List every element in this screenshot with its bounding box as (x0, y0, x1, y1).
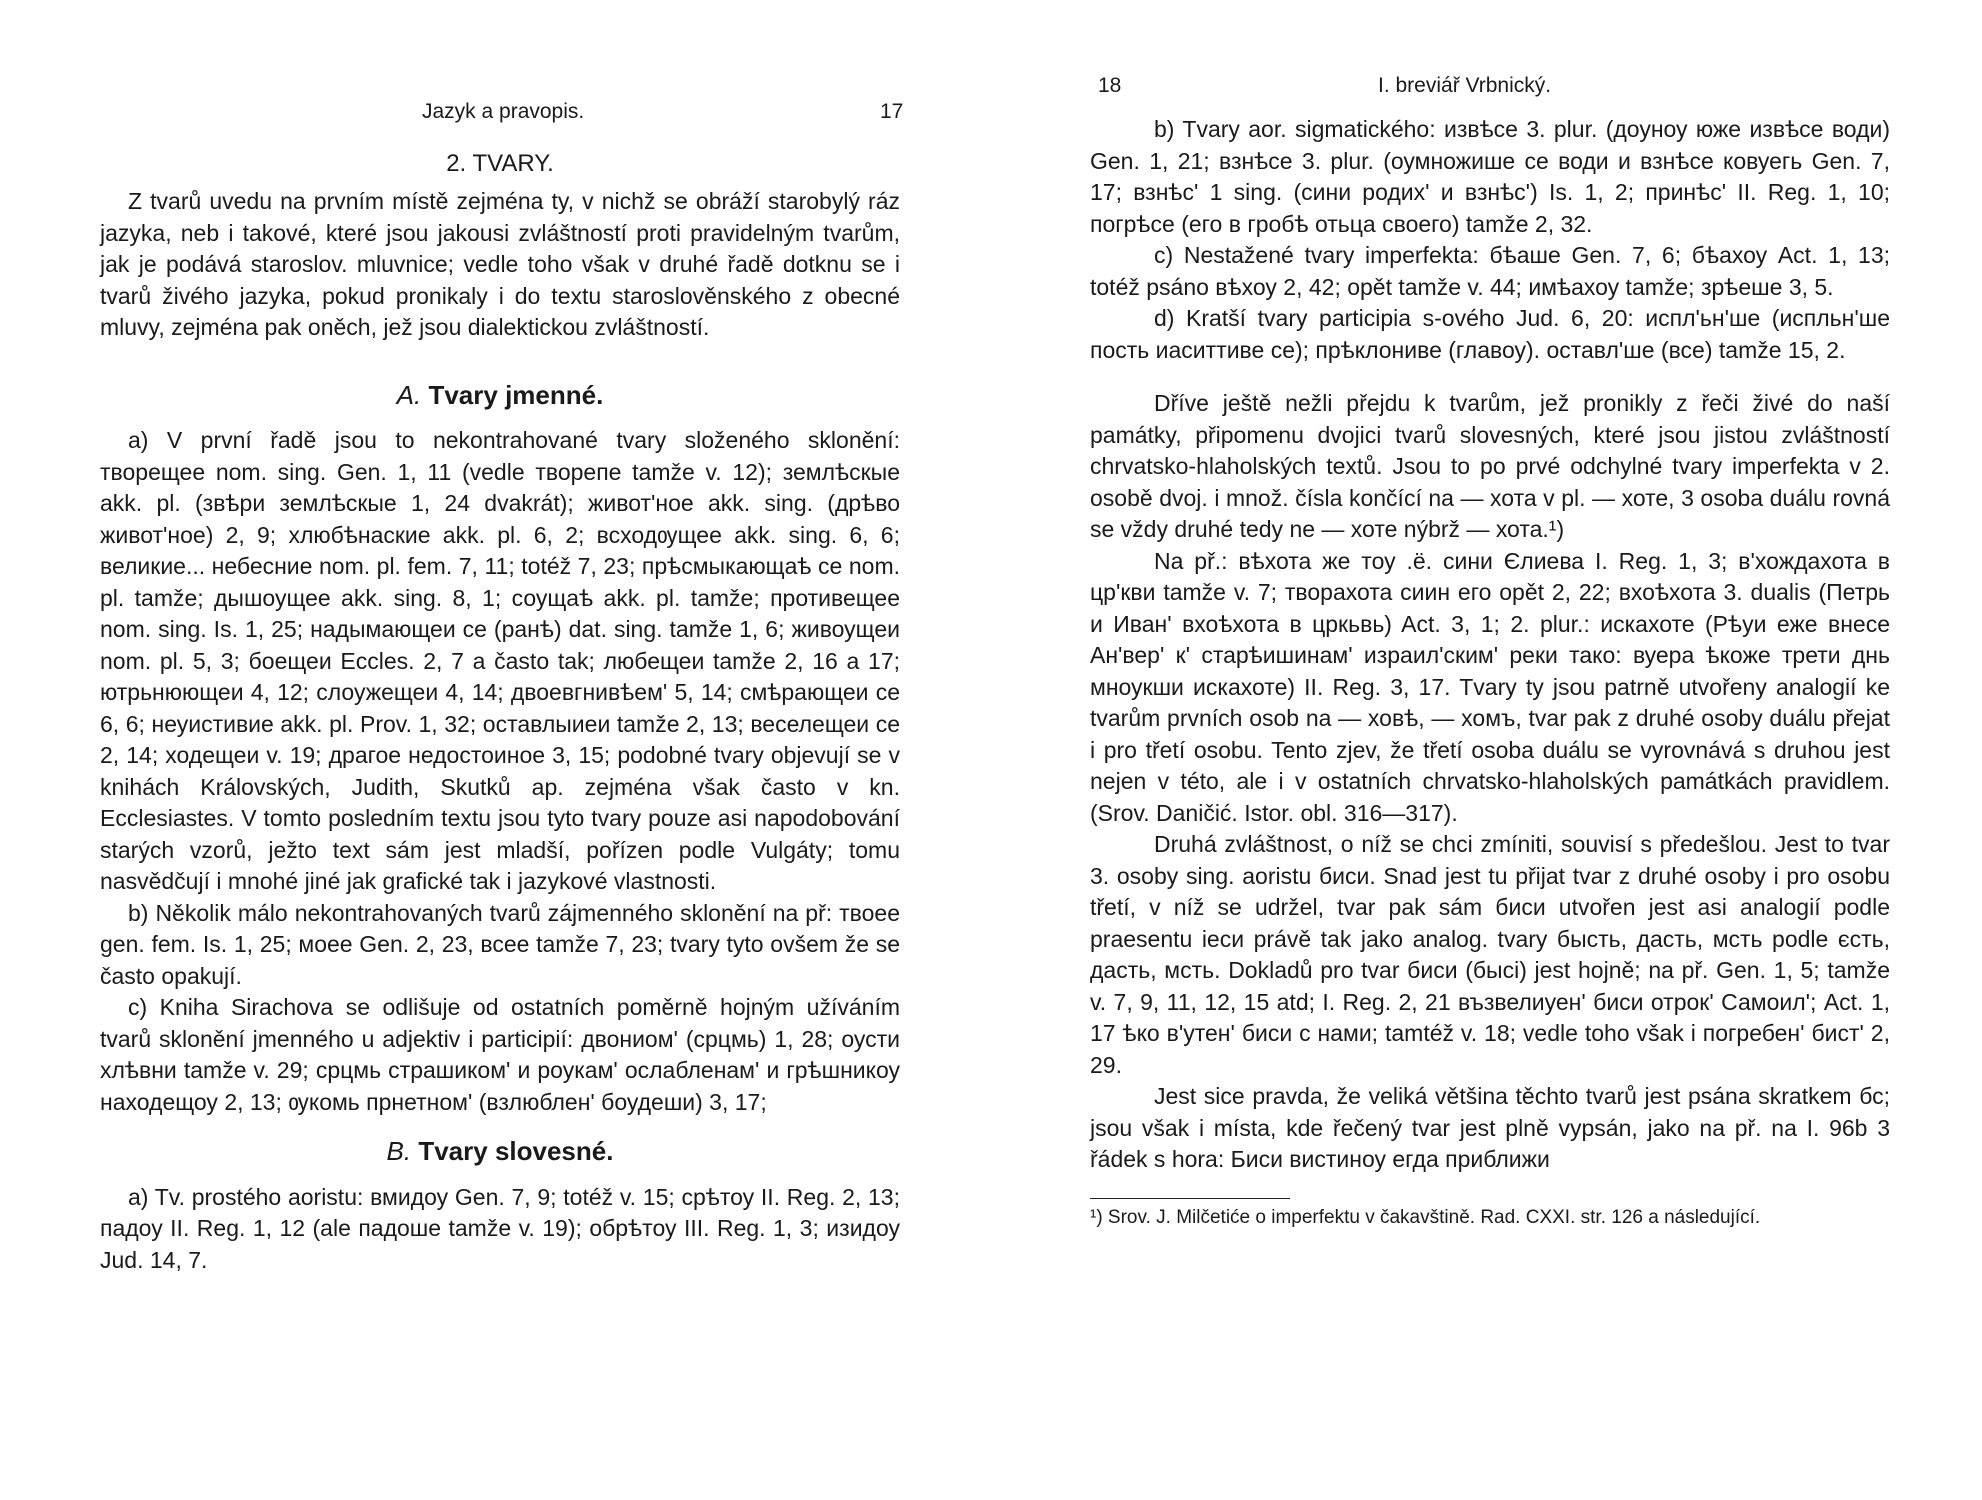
subsection-heading-jmenne (100, 380, 900, 412)
left-page (100, 0, 904, 1276)
paragraph-imperfect-dual: Dříve ještě nežli přejdu k tvarům, jež pronikly z řeči živé do naší památky, připomenu dvojici tvarů slovesných, které jsou jistou zvláštností chrvatsko-hlaholských textů. Jsou to po prvé odchylné tvary imperfekta v 2. osobě dvoj. i množ. čísla končící na — хота v pl. — хоте, 3 osoba duálu rovná se vždy druhé tedy ne — хоте nýbrž — хота.¹) (1090, 390, 1890, 542)
paragraph-aorist-bisi: Druhá zvláštnost, o níž se chci zmíniti, souvisí s předešlou. Jest to tvar 3. osoby sing. aoristu биси. Snad jest tu přijat tvar z druhé osoby i pro osobu třetí, v níž se udržel, tvar pak sám биси utvořen jest asi analogií podle praesentu іеси právě tak jako analog. tvary бысть, дасть, мсть podle єсть, дасть, мсть. Dokladů pro tvar биси (бысі) jest hojně; na př. Gen. 1, 5; tamže v. 7, 9, 11, 12, 15 atd; I. Reg. 2, 21 възвелиуен' биси отрок' Самоил'; Act. 1, 17 ѣко в'утен' биси с нами; tamtéž v. 18; vedle toho však i погребен' бист' 2, 29. (1090, 831, 1890, 1078)
subsection-letter-a: A. (396, 379, 422, 410)
right-body (1090, 114, 1890, 1231)
left-body (100, 186, 900, 1276)
paragraph-b-sigmatic: b) Tvary aor. sigmatického: извѣсе 3. plur. (доуноу юже извѣсе води) Gen. 1, 21; взнѣсе 3. plur. (оумножише се води и взнѣсе ковуегь Gen. 7, 17; взнѣс' 1 sing. (сини родих' и взнѣс') Is. 1, 2; принѣс' II. Reg. 1, 10; погрѣсе (его в гробѣ отьца своего) tamže 2, 32. (1090, 116, 1890, 237)
paragraph-abbreviation: Jest sice pravda, že veliká většina těchto tvarů jest psána skratkem бс; jsou však i místa, kde řečený tvar jest plně vypsán, jako na př. na I. 96b 3 řádek s hora: Биси вистиноу егда приближи (1090, 1083, 1890, 1172)
subsection-letter-b: B. (386, 1136, 412, 1166)
left-page-number: 17 (880, 100, 904, 123)
paragraph-b-pronouns: b) Několik málo nekontrahovaných tvarů zájmenného sklonění na př: твоее gen. fem. Is. 1, 25; моее Gen. 2, 23, всее tamže 7, 23; tvary tyto ovšem že se často opakují. (100, 899, 900, 989)
left-running-head (100, 100, 904, 140)
right-page-number: 18 (1098, 74, 1122, 97)
subsection-title-slovesne: Tvary slovesné. (418, 1136, 614, 1166)
paragraph-examples: Na př.: вѣхота же тоу .ё. сини Єлиева I. Reg. 1, 3; в'хождахота в цр'кви tamže v. 7; творахота сиин его opět 2, 22; вхоѣхота 3. dualis (Петрь и Иван' вхоѣхота в цркьвь) Act. 3, 1; 2. plur.: искахоте (Рѣуи еже внесе Ан'вер' к' старѣишинам' израил'ским' реки тако: вуера ѣкоже трети днь мноукши искахоте) II. Reg. 3, 17. Tvary ty jsou patrně utvořeny analogií ke tvarům prvních osob na — ховѣ, — хомъ, tvar pak z druhé osoby duálu přejat i pro třetí osobu. Tento zjev, že třetí osoba duálu se vyrovnává s druhou jest nejen v této, ale i v ostatních chrvatsko-hlaholských památkách pravidlem. (Srov. Daničić. Istor. obl. 316—317). (1090, 547, 1890, 826)
right-page (1090, 0, 1890, 1231)
intro-paragraph: Z tvarů uvedu na prvním místě zejména ty, v nichž se obráží starobylý ráz jazyka, neb i takové, které jsou jakousi zvláštností proti pravidelným tvarům, jak je podává staroslov. mluvnice; vedle toho však v druhé řadě dotknu se i tvarů živého jazyka, pokud pronikaly i do textu staroslověnského z obecné mluvy, zejména pak oněch, jež jsou dialektickou zvláštností. (100, 188, 900, 340)
spacer (1090, 366, 1890, 388)
paragraph-a-nouns: a) V první řadě jsou to nekontrahované tvary složeného sklonění: творещее nom. sing. Gen. 1, 11 (vedle творепе tamže v. 12); землѣскые akk. pl. (звѣри землѣскые 1, 24 dvakrát); живот'ное akk. sing. (дрѣво живот'ное) 2, 9; хлюбѣнаские akk. pl. 6, 2; всходѹщее akk. sing. 6, 6; великие... небесние nom. pl. fem. 7, 11; totéž 7, 23; прѣсмыкающаѣ се nom. pl. tamže; дышоущее akk. sing. 8, 1; соущаѣ akk. pl. tamže; противещее nom. sing. Is. 1, 25; надымающеи се (ранѣ) dat. sing. tamže 1, 6; живоущеи nom. pl. 5, 3; боещеи Eccles. 2, 7 a často tak; любещеи tamže 2, 16 a 17; ютрьнюющеи 4, 12; слоужещеи 4, 14; двоевгнивѣем' 5, 14; смѣрающеи се 6, 6; неуистивие akk. pl. Prov. 1, 32; оставлыиеи tamže 2, 13; веселещеи се 2, 14; ходещеи v. 19; драгое недостоиное 3, 15; podobné tvary objevují se v knihách Královských, Judith, Skutků ap. zejména však často v kn. Ecclesiastes. V tomto posledním textu jsou tyto tvary pouze asi napodobování starých vzorů, ježto text sám jest mladší, pořízen podle Vulgáty; tomu nasvědčují i mnohé jiné jak grafické tak i jazykové vlastnosti. (100, 427, 900, 894)
right-running-head (1090, 74, 1890, 114)
paragraph-d-participle: d) Kratší tvary participia s-ového Jud. 6, 20: испл'ьн'ше (испльн'ше пость иаситтиве се); прѣклониве (главоу). оставл'ше (все) tamže 15, 2. (1090, 305, 1890, 363)
paragraph-c-sirach: c) Kniha Sirachova se odlišuje od ostatních poměrně hojným užíváním tvarů sklonění jmenného u adjektiv i participií: двониом' (срцмь) 1, 28; оусти хлѣвни tamže v. 29; срцмь страшиком' и роукам' ослабленам' и грѣшникоу находещоу 2, 13; ѹкомь прнетном' (взлюблен' боудеши) 3, 17; (100, 994, 900, 1115)
right-header-title: I. breviář Vrbnický. (1378, 74, 1552, 97)
section-heading-tvary: 2. TVARY. (446, 150, 554, 177)
left-header-title: Jazyk a pravopis. (422, 100, 585, 123)
footnote: ¹) Srov. J. Milčetiće o imperfektu v čakavštině. Rad. CXXI. str. 126 a následující. (1090, 1206, 1761, 1228)
paragraph-c-imperfect: c) Nestažené tvary imperfekta: бѣаше Gen. 7, 6; бѣахоу Act. 1, 13; totéž psáno вѣхоу 2, 42; opět tamže v. 44; имѣахоу tamže; зрѣеше 3, 5. (1090, 242, 1890, 300)
paragraph-a-aorist: a) Tv. prostého aoristu: вмидоу Gen. 7, 9; totéž v. 15; срѣтоу II. Reg. 2, 13; падоу II. Reg. 1, 12 (ale падоше tamže v. 19); обрѣтоу III. Reg. 1, 3; изидоу Jud. 14, 7. (100, 1183, 900, 1273)
subsection-heading-slovesne (100, 1136, 900, 1168)
subsection-title-jmenne: Tvary jmenné. (428, 379, 604, 410)
footnote-rule (1090, 1198, 1290, 1199)
